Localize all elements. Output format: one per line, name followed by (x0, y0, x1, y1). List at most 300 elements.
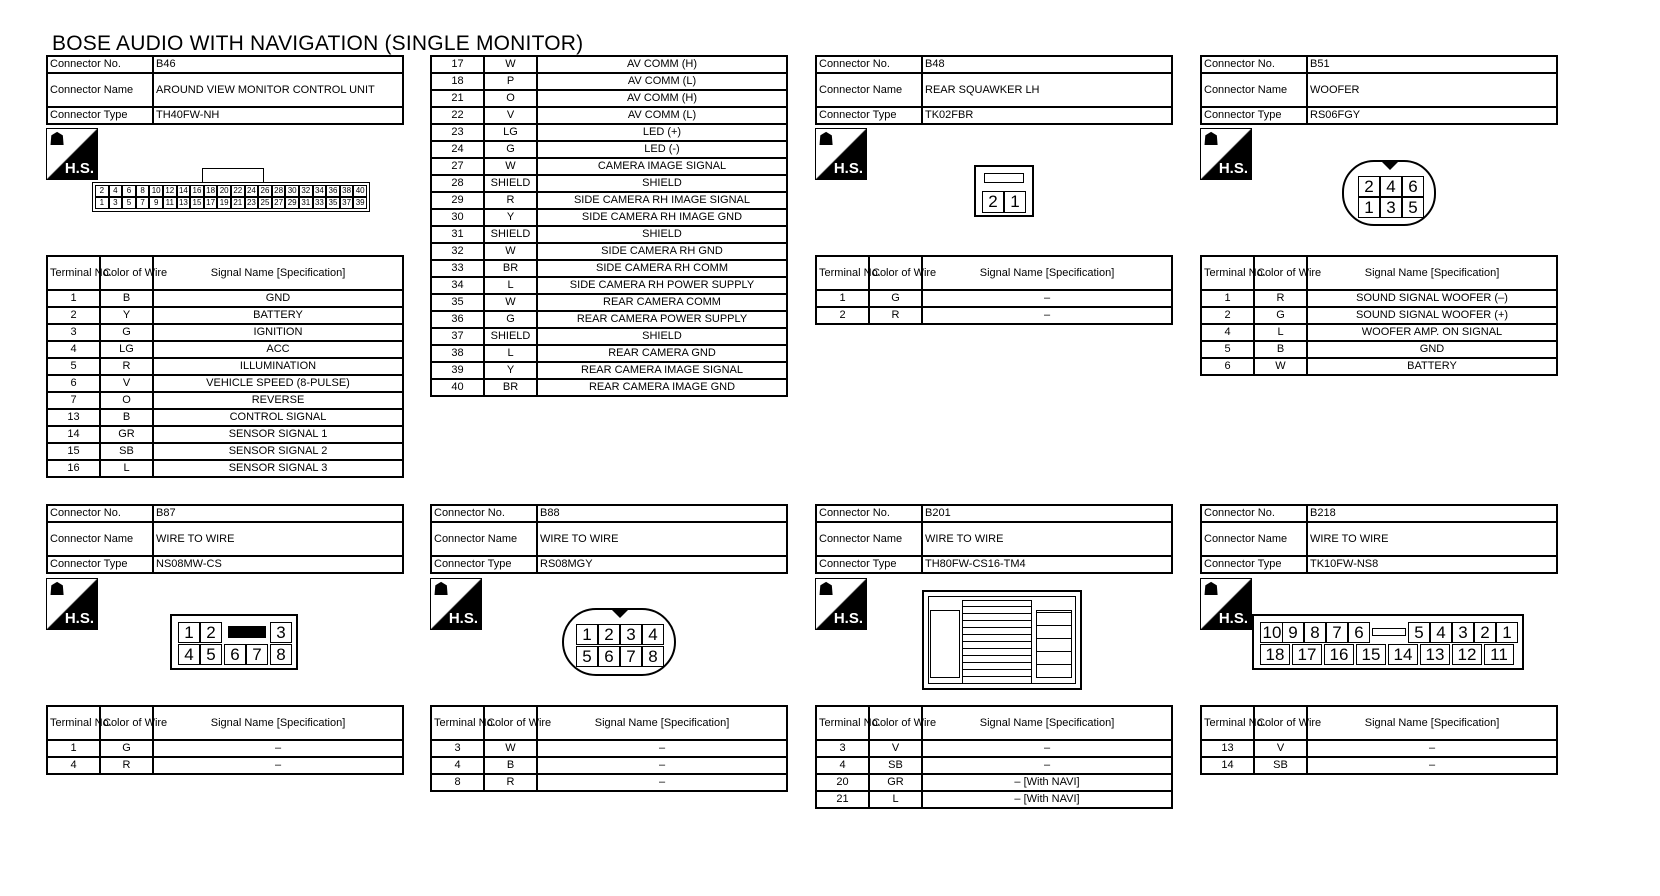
wire-color-cell: B (100, 290, 153, 307)
wire-color-cell: R (484, 192, 537, 209)
table-row (431, 175, 787, 192)
pin: 2 (598, 624, 620, 645)
wire-color-cell: V (100, 375, 153, 392)
wire-color-cell: L (869, 791, 922, 808)
label-connector-no: Connector No. (431, 505, 537, 522)
wire-color-cell: L (100, 460, 153, 477)
pin: 15 (1356, 644, 1386, 665)
pin: 13 (1420, 644, 1450, 665)
connector-b201-info (815, 504, 1173, 574)
pin: 14 (1388, 644, 1418, 665)
pin: 2 (1358, 176, 1380, 197)
terminal-no-cell: 30 (431, 209, 484, 226)
pin: 6 (224, 644, 246, 665)
label-connector-type: Connector Type (1201, 556, 1307, 573)
terminal-no-cell: 36 (431, 311, 484, 328)
table-row (47, 392, 403, 409)
signal-name-cell: LED (-) (537, 141, 787, 158)
harness-side-icon: ☗ H.S. (46, 578, 98, 630)
pin: 3 (620, 624, 642, 645)
terminal-no-cell: 4 (431, 757, 484, 774)
table-row (47, 757, 403, 774)
signal-name-cell: GND (153, 290, 403, 307)
signal-name-cell: – (922, 740, 1172, 757)
pin: 7 (246, 644, 268, 665)
signal-name-cell: SENSOR SIGNAL 1 (153, 426, 403, 443)
signal-name-cell: SIDE CAMERA RH IMAGE SIGNAL (537, 192, 787, 209)
wire-color-cell: R (100, 757, 153, 774)
table-row (47, 426, 403, 443)
col-color-of-wire: Color of Wire (1254, 706, 1307, 740)
table-row (431, 124, 787, 141)
connector-b88-diagram (562, 608, 676, 676)
wire-color-cell: V (869, 740, 922, 757)
pin: 33 (313, 197, 327, 209)
wire-color-cell: Y (484, 362, 537, 379)
signal-name-cell: REAR CAMERA POWER SUPPLY (537, 311, 787, 328)
connector-b87-diagram (170, 614, 298, 670)
pin: 28 (272, 185, 286, 197)
pin: 3 (270, 622, 292, 643)
connector-name: WOOFER (1307, 73, 1557, 107)
terminal-no-cell: 15 (47, 443, 100, 460)
label-connector-name: Connector Name (1201, 73, 1307, 107)
pin: 2 (982, 191, 1004, 213)
label-connector-no: Connector No. (47, 505, 153, 522)
terminal-no-cell: 38 (431, 345, 484, 362)
connector-b51-diagram (1342, 160, 1436, 226)
terminal-no-cell: 7 (47, 392, 100, 409)
wire-color-cell: GR (869, 774, 922, 791)
wire-color-cell: W (484, 243, 537, 260)
signal-name-cell: – (153, 757, 403, 774)
wire-color-cell: Y (100, 307, 153, 324)
pin: 11 (1484, 644, 1514, 665)
table-row (1201, 324, 1557, 341)
pin: 20 (217, 185, 231, 197)
page-title: BOSE AUDIO WITH NAVIGATION (SINGLE MONITOR) (52, 32, 584, 55)
pin: 12 (163, 185, 177, 197)
terminal-no-cell: 4 (47, 757, 100, 774)
pin: 6 (122, 185, 136, 197)
terminal-no-cell: 40 (431, 379, 484, 396)
pin: 4 (1430, 622, 1452, 643)
wire-color-cell: W (484, 740, 537, 757)
label-connector-no: Connector No. (816, 56, 922, 73)
pin: 3 (1380, 197, 1402, 218)
terminal-no-cell: 3 (47, 324, 100, 341)
table-row (47, 443, 403, 460)
label-connector-type: Connector Type (47, 556, 153, 573)
terminal-no-cell: 34 (431, 277, 484, 294)
signal-name-cell: SIDE CAMERA RH IMAGE GND (537, 209, 787, 226)
wire-color-cell: G (484, 141, 537, 158)
table-row (431, 90, 787, 107)
wire-color-cell: G (100, 740, 153, 757)
col-signal-name: Signal Name [Specification] (537, 706, 787, 740)
pin: 5 (122, 197, 136, 209)
wire-color-cell: V (484, 107, 537, 124)
pin: 23 (245, 197, 259, 209)
terminal-no-cell: 3 (816, 740, 869, 757)
pin: 8 (270, 644, 292, 665)
signal-name-cell: SENSOR SIGNAL 3 (153, 460, 403, 477)
terminal-table-b87 (46, 705, 404, 775)
col-color-of-wire: Color of Wire (869, 706, 922, 740)
wire-color-cell: W (484, 56, 537, 73)
connector-no: B51 (1307, 56, 1557, 73)
signal-name-cell: AV COMM (H) (537, 56, 787, 73)
wire-color-cell: L (484, 345, 537, 362)
pin: 6 (1348, 622, 1370, 643)
connector-type: TK02FBR (922, 107, 1172, 124)
pin: 10 (1260, 622, 1284, 643)
terminal-no-cell: 13 (47, 409, 100, 426)
table-row (431, 209, 787, 226)
col-terminal-no: Terminal No. (816, 706, 869, 740)
wire-color-cell: BR (484, 379, 537, 396)
pin: 16 (190, 185, 204, 197)
terminal-table-b46 (46, 255, 404, 478)
signal-name-cell: SIDE CAMERA RH COMM (537, 260, 787, 277)
col-terminal-no: Terminal No. (431, 706, 484, 740)
table-row (431, 328, 787, 345)
pin: 37 (340, 197, 354, 209)
pin: 17 (1292, 644, 1322, 665)
harness-side-icon: ☗ H.S. (815, 578, 867, 630)
wire-color-cell: O (484, 90, 537, 107)
wire-color-cell: BR (484, 260, 537, 277)
label-connector-name: Connector Name (431, 522, 537, 556)
label-connector-name: Connector Name (47, 522, 153, 556)
wire-color-cell: P (484, 73, 537, 90)
wire-color-cell: G (1254, 307, 1307, 324)
signal-name-cell: SIDE CAMERA RH GND (537, 243, 787, 260)
pin: 36 (326, 185, 340, 197)
terminal-no-cell: 14 (1201, 757, 1254, 774)
terminal-no-cell: 1 (47, 740, 100, 757)
connector-name: AROUND VIEW MONITOR CONTROL UNIT (153, 73, 403, 107)
signal-name-cell: REAR CAMERA IMAGE GND (537, 379, 787, 396)
pin: 27 (272, 197, 286, 209)
pin: 10 (149, 185, 163, 197)
pin: 1 (178, 622, 200, 643)
label-connector-name: Connector Name (816, 73, 922, 107)
table-row (1201, 307, 1557, 324)
wire-color-cell: SHIELD (484, 328, 537, 345)
wire-color-cell: R (484, 774, 537, 791)
signal-name-cell: REVERSE (153, 392, 403, 409)
table-row (47, 409, 403, 426)
pin: 8 (136, 185, 150, 197)
signal-name-cell: REAR CAMERA IMAGE SIGNAL (537, 362, 787, 379)
signal-name-cell: – [With NAVI] (922, 774, 1172, 791)
pin: 39 (353, 197, 367, 209)
table-row (431, 774, 787, 791)
terminal-no-cell: 18 (431, 73, 484, 90)
pin: 9 (1282, 622, 1304, 643)
pin: 2 (200, 622, 222, 643)
connector-type: TH40FW-NH (153, 107, 403, 124)
terminal-no-cell: 28 (431, 175, 484, 192)
connector-name: WIRE TO WIRE (922, 522, 1172, 556)
pin: 15 (190, 197, 204, 209)
wire-color-cell: O (100, 392, 153, 409)
wire-color-cell: G (100, 324, 153, 341)
connector-type: RS08MGY (537, 556, 787, 573)
connector-b87-info (46, 504, 404, 574)
label-connector-type: Connector Type (816, 556, 922, 573)
label-connector-type: Connector Type (816, 107, 922, 124)
signal-name-cell: VEHICLE SPEED (8-PULSE) (153, 375, 403, 392)
pin: 9 (149, 197, 163, 209)
label-connector-no: Connector No. (1201, 505, 1307, 522)
signal-name-cell: CONTROL SIGNAL (153, 409, 403, 426)
terminal-no-cell: 1 (1201, 290, 1254, 307)
wire-color-cell: B (1254, 341, 1307, 358)
table-row (431, 56, 787, 73)
wire-color-cell: SHIELD (484, 226, 537, 243)
table-row (47, 290, 403, 307)
connector-b88-info (430, 504, 788, 574)
connector-b48-info (815, 55, 1173, 125)
connector-b218-diagram (1252, 614, 1524, 670)
terminal-table-b51 (1200, 255, 1558, 376)
wire-color-cell: W (484, 294, 537, 311)
label-connector-no: Connector No. (47, 56, 153, 73)
terminal-no-cell: 5 (47, 358, 100, 375)
col-color-of-wire: Color of Wire (1254, 256, 1307, 290)
table-row (47, 341, 403, 358)
connector-b46-diagram (92, 168, 370, 216)
signal-name-cell: – (1307, 740, 1557, 757)
col-signal-name: Signal Name [Specification] (153, 256, 403, 290)
terminal-no-cell: 14 (47, 426, 100, 443)
col-terminal-no: Terminal No. (47, 706, 100, 740)
terminal-no-cell: 4 (47, 341, 100, 358)
pin: 2 (95, 185, 109, 197)
col-color-of-wire: Color of Wire (484, 706, 537, 740)
wire-color-cell: LG (100, 341, 153, 358)
connector-name: WIRE TO WIRE (1307, 522, 1557, 556)
signal-name-cell: REAR CAMERA COMM (537, 294, 787, 311)
connector-type: TK10FW-NS8 (1307, 556, 1557, 573)
connector-no: B201 (922, 505, 1172, 522)
terminal-no-cell: 6 (1201, 358, 1254, 375)
table-row (431, 277, 787, 294)
col-color-of-wire: Color of Wire (100, 256, 153, 290)
table-row (431, 311, 787, 328)
connector-no: B48 (922, 56, 1172, 73)
signal-name-cell: WOOFER AMP. ON SIGNAL (1307, 324, 1557, 341)
pin: 5 (576, 646, 598, 667)
connector-type: TH80FW-CS16-TM4 (922, 556, 1172, 573)
col-color-of-wire: Color of Wire (869, 256, 922, 290)
col-terminal-no: Terminal No. (1201, 706, 1254, 740)
table-row (47, 460, 403, 477)
table-row (431, 73, 787, 90)
terminal-no-cell: 13 (1201, 740, 1254, 757)
signal-name-cell: AV COMM (L) (537, 107, 787, 124)
signal-name-cell: GND (1307, 341, 1557, 358)
signal-name-cell: SHIELD (537, 175, 787, 192)
pin: 31 (299, 197, 313, 209)
signal-name-cell: – (537, 740, 787, 757)
terminal-no-cell: 37 (431, 328, 484, 345)
pin: 35 (326, 197, 340, 209)
signal-name-cell: – (922, 307, 1172, 324)
pin: 18 (1260, 644, 1290, 665)
signal-name-cell: REAR CAMERA GND (537, 345, 787, 362)
col-signal-name: Signal Name [Specification] (1307, 706, 1557, 740)
terminal-no-cell: 8 (431, 774, 484, 791)
pin: 7 (136, 197, 150, 209)
table-row (431, 260, 787, 277)
label-connector-type: Connector Type (47, 107, 153, 124)
pin: 38 (340, 185, 354, 197)
terminal-no-cell: 21 (431, 90, 484, 107)
signal-name-cell: SENSOR SIGNAL 2 (153, 443, 403, 460)
terminal-no-cell: 4 (816, 757, 869, 774)
table-row (431, 345, 787, 362)
terminal-no-cell: 4 (1201, 324, 1254, 341)
terminal-no-cell: 39 (431, 362, 484, 379)
harness-side-icon: ☗ H.S. (1200, 128, 1252, 180)
pin: 26 (258, 185, 272, 197)
col-signal-name: Signal Name [Specification] (1307, 256, 1557, 290)
signal-name-cell: – (537, 774, 787, 791)
signal-name-cell: – (153, 740, 403, 757)
connector-no: B46 (153, 56, 403, 73)
signal-name-cell: BATTERY (153, 307, 403, 324)
wire-color-cell: G (484, 311, 537, 328)
signal-name-cell: LED (+) (537, 124, 787, 141)
signal-name-cell: – (922, 290, 1172, 307)
wire-color-cell: V (1254, 740, 1307, 757)
pin: 3 (109, 197, 123, 209)
connector-no: B88 (537, 505, 787, 522)
label-connector-type: Connector Type (1201, 107, 1307, 124)
terminal-no-cell: 22 (431, 107, 484, 124)
connector-b51-info (1200, 55, 1558, 125)
terminal-no-cell: 2 (816, 307, 869, 324)
signal-name-cell: – (537, 757, 787, 774)
table-row (1201, 358, 1557, 375)
col-color-of-wire: Color of Wire (100, 706, 153, 740)
connector-name: REAR SQUAWKER LH (922, 73, 1172, 107)
terminal-table-b201 (815, 705, 1173, 809)
table-row (431, 757, 787, 774)
pin: 24 (245, 185, 259, 197)
pin: 30 (285, 185, 299, 197)
pin: 4 (642, 624, 664, 645)
label-connector-type: Connector Type (431, 556, 537, 573)
signal-name-cell: BATTERY (1307, 358, 1557, 375)
wire-color-cell: R (1254, 290, 1307, 307)
signal-name-cell: CAMERA IMAGE SIGNAL (537, 158, 787, 175)
wire-color-cell: SHIELD (484, 175, 537, 192)
harness-side-icon: ☗ H.S. (430, 578, 482, 630)
signal-name-cell: SHIELD (537, 226, 787, 243)
pin: 1 (576, 624, 598, 645)
harness-side-icon: ☗ H.S. (46, 128, 98, 180)
signal-name-cell: SIDE CAMERA RH POWER SUPPLY (537, 277, 787, 294)
terminal-no-cell: 32 (431, 243, 484, 260)
col-signal-name: Signal Name [Specification] (922, 256, 1172, 290)
table-row (816, 774, 1172, 791)
table-row (816, 290, 1172, 307)
label-connector-no: Connector No. (1201, 56, 1307, 73)
pin: 40 (353, 185, 367, 197)
pin: 7 (1326, 622, 1348, 643)
terminal-no-cell: 31 (431, 226, 484, 243)
pin: 1 (1004, 191, 1026, 213)
label-connector-no: Connector No. (816, 505, 922, 522)
wire-color-cell: Y (484, 209, 537, 226)
terminal-no-cell: 2 (47, 307, 100, 324)
wire-color-cell: L (484, 277, 537, 294)
terminal-no-cell: 17 (431, 56, 484, 73)
terminal-no-cell: 35 (431, 294, 484, 311)
col-signal-name: Signal Name [Specification] (922, 706, 1172, 740)
signal-name-cell: AV COMM (H) (537, 90, 787, 107)
terminal-no-cell: 20 (816, 774, 869, 791)
pin: 34 (313, 185, 327, 197)
signal-name-cell: IGNITION (153, 324, 403, 341)
wire-color-cell: B (100, 409, 153, 426)
table-row (431, 362, 787, 379)
pin: 5 (1402, 197, 1424, 218)
pin: 21 (231, 197, 245, 209)
wire-color-cell: SB (100, 443, 153, 460)
pin: 6 (598, 646, 620, 667)
connector-b218-info (1200, 504, 1558, 574)
pin: 3 (1452, 622, 1474, 643)
signal-name-cell: SOUND SIGNAL WOOFER (+) (1307, 307, 1557, 324)
terminal-no-cell: 21 (816, 791, 869, 808)
signal-name-cell: AV COMM (L) (537, 73, 787, 90)
terminal-no-cell: 5 (1201, 341, 1254, 358)
table-row (431, 294, 787, 311)
wire-color-cell: R (100, 358, 153, 375)
pin: 1 (1358, 197, 1380, 218)
terminal-table-b218 (1200, 705, 1558, 775)
pin: 22 (231, 185, 245, 197)
terminal-no-cell: 27 (431, 158, 484, 175)
label-connector-name: Connector Name (47, 73, 153, 107)
wire-color-cell: W (484, 158, 537, 175)
table-row (47, 358, 403, 375)
table-row (816, 791, 1172, 808)
terminal-no-cell: 24 (431, 141, 484, 158)
table-row (816, 740, 1172, 757)
table-row (431, 158, 787, 175)
pin: 17 (204, 197, 218, 209)
pin: 32 (299, 185, 313, 197)
table-row (816, 757, 1172, 774)
pin: 2 (1474, 622, 1496, 643)
pin: 1 (95, 197, 109, 209)
pin: 13 (177, 197, 191, 209)
terminal-table-b46-cont (430, 55, 788, 397)
signal-name-cell: ACC (153, 341, 403, 358)
table-row (1201, 740, 1557, 757)
wire-color-cell: R (869, 307, 922, 324)
col-terminal-no: Terminal No. (47, 256, 100, 290)
connector-b201-diagram (922, 590, 1082, 690)
pin: 25 (258, 197, 272, 209)
table-row (431, 379, 787, 396)
